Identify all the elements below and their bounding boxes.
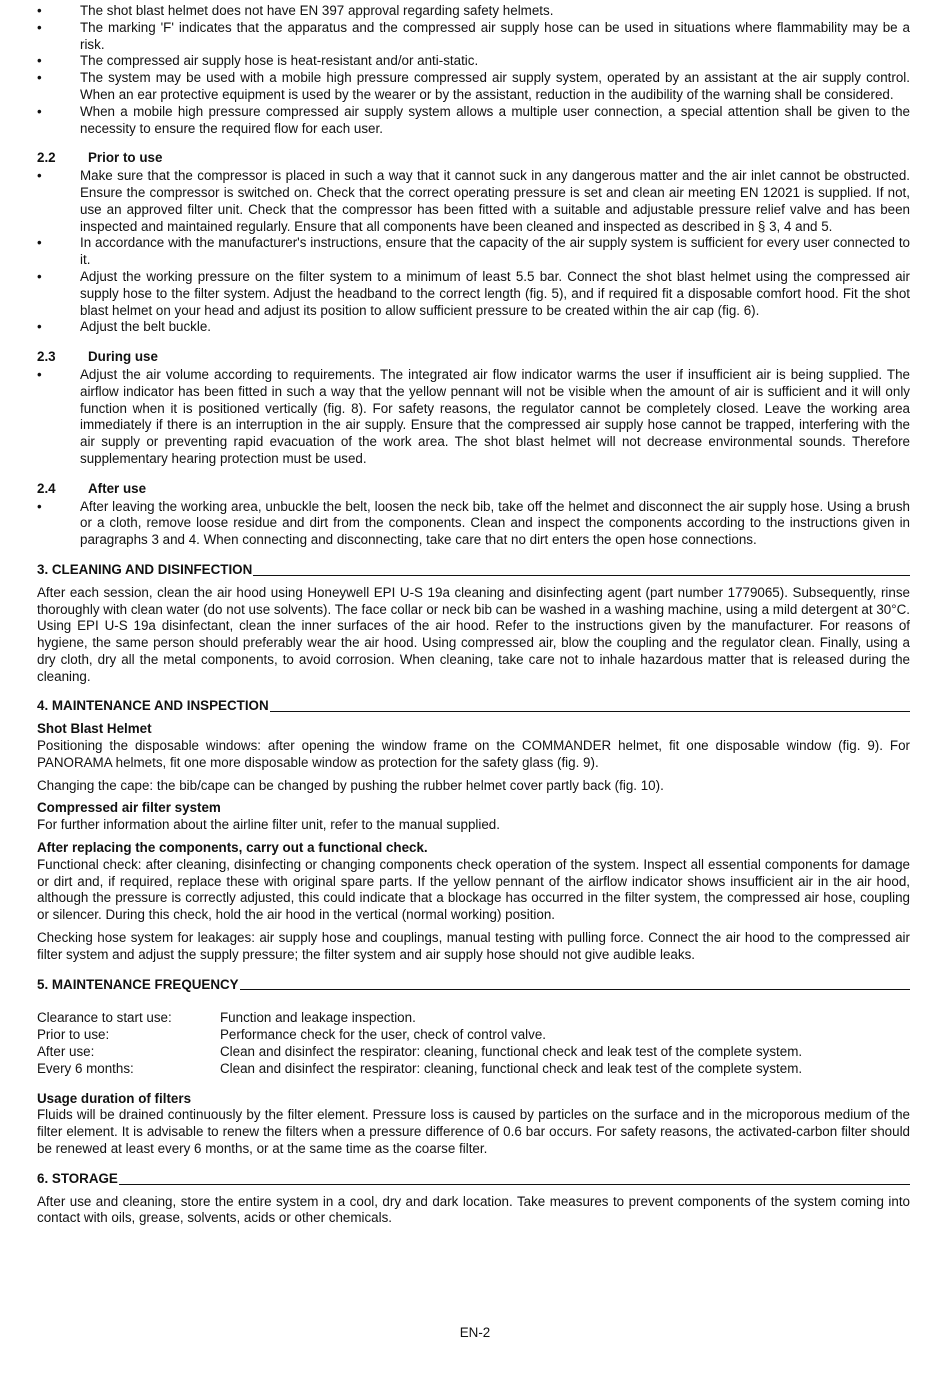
frequency-table [37, 1010, 910, 1077]
bullet-icon: • [37, 70, 42, 86]
frequency-label: Prior to use: [37, 1027, 110, 1043]
section-2-2-heading [37, 150, 910, 167]
intro-bullet-list [37, 3, 910, 137]
section-title: Prior to use [88, 150, 163, 166]
bullet-icon: • [37, 19, 42, 35]
filter-paragraph: For further information about the airline filter unit, refer to the manual supplied. [37, 817, 500, 833]
bullet-icon: • [37, 319, 42, 335]
table-row [37, 1010, 910, 1027]
section-title: 3. CLEANING AND DISINFECTION [37, 561, 253, 577]
list-item: • Make sure that the compressor is placed in such a way that it cannot suck in any dangerous matter and the air inlet cannot be obstructed. Ensure the compressor is switched on. Check that the correct operating pressure is set and clean air meeting EN 12021 is supplied. If not, use an approved filter unit. Check that the compressor has been fitted with a suitable and adjustable pressure relief valve and has been inspected and maintained regularly. Ensure that all components have been cleaned and inspected as described in § 3, 4 and 5. [37, 168, 910, 234]
bullet-icon: • [37, 498, 42, 514]
list-item: • Adjust the belt buckle. [37, 319, 212, 335]
bullet-icon: • [37, 235, 42, 251]
list-item: • In accordance with the manufacturer's instructions, ensure that the capacity of the air supply system is sufficient for every user connected to it. [37, 235, 910, 268]
heading-rule [253, 575, 910, 576]
frequency-value: Function and leakage inspection. [220, 1010, 416, 1026]
bullet-icon: • [37, 103, 42, 119]
section-2-4-heading [37, 481, 910, 498]
section-number: 2.2 [37, 150, 56, 166]
list-item: • Adjust the air volume according to requirements. The integrated air flow indicator warms the user if insufficient air is being supplied. The airflow indicator has been fitted in such a way that the yellow pennant will not be visible when the amount of air is sufficient and it will only function when it is positioned vertically (fig. 8). For safety reasons, the regulator cannot be completely closed. Leave the working area immediately if there is an interruption in the air supply. Ensure that the compressed air supply hose cannot be trapped, interfering with the air supply or preventing rapid evacuation of the work area. The shot blast helmet will not decrease environmental sounds. Therefore supplementary hearing protection must be used. [37, 366, 910, 466]
filters-duration-heading: Usage duration of filters [37, 1090, 192, 1106]
cleaning-paragraph: After each session, clean the air hood using Honeywell EPI U-S 19a cleaning and disinfecting agent (part number 1779065). Subsequently, rinse thoroughly with clean water (do not use solvents). The face collar or neck bib can be washed in a washing machine, using a mild detergent at 30°C. Using EPI U-S 19a disinfectant, clean the inner surfaces of the air hood. Refer to the instructions given by the manufacturer. For reasons of hygiene, the same person should preferably wear the air hood. Using compressed air, blow the coupling and the regulator clean. Finally, using a dry cloth, dry all the metal components, to avoid corrosion. When cleaning, take care not to inhale hazardous matter that is released during the cleaning. [37, 584, 910, 684]
section-number: 2.3 [37, 349, 56, 365]
section-5-heading [37, 977, 910, 994]
section-title: After use [88, 480, 147, 496]
section-3-heading [37, 562, 910, 579]
bullet-icon: • [37, 53, 42, 69]
during-use-list [37, 367, 910, 468]
filters-duration-paragraph: Fluids will be drained continuously by the filter element. Pressure loss is caused by particles on the surface and in the microporous medium of the filter element. It is advisable to renew the filters when a pressure difference of 0.6 bar occurs. For safety reasons, the activated-carbon filter should be renewed at least every 6 months, or at the same time as the coarse filter. [37, 1107, 910, 1157]
list-item: • The marking 'F' indicates that the apparatus and the compressed air supply hose can be used in situations where flammability may be a risk. [37, 19, 910, 52]
helmet-paragraph-2: Changing the cape: the bib/cape can be changed by pushing the rubber helmet cover partly back (fig. 10). [37, 777, 664, 793]
frequency-label: After use: [37, 1044, 95, 1060]
frequency-value: Clean and disinfect the respirator: cleaning, functional check and leak test of the complete system. [220, 1060, 803, 1076]
section-2-3-heading [37, 349, 910, 366]
list-item: • The shot blast helmet does not have EN 397 approval regarding safety helmets. [37, 3, 554, 18]
storage-paragraph: After use and cleaning, store the entire system in a cool, dry and dark location. Take measures to prevent components of the system coming into contact with oils, grease, solvents, acids or other chemicals. [37, 1193, 910, 1226]
page-number: EN-2 [459, 1325, 491, 1340]
bullet-icon: • [37, 3, 42, 18]
list-item: • When a mobile high pressure compressed air supply system allows a multiple user connection, a special attention shall be given to the necessity to ensure the required flow for each user. [37, 103, 910, 136]
heading-rule [270, 711, 910, 712]
heading-rule [240, 989, 910, 990]
list-item: • After leaving the working area, unbuckle the belt, loosen the neck bib, take off the helmet and disconnect the air supply hose. Using a brush or a cloth, remove loose residue and dirt from the components. Clean and inspect the components according to the instructions given in paragraphs 3 and 4. When connecting and disconnecting, take care that no dirt enters the open hose connections. [37, 498, 910, 548]
frequency-label: Every 6 months: [37, 1060, 134, 1076]
bullet-icon: • [37, 366, 42, 382]
list-item: • The system may be used with a mobile high pressure compressed air supply system, operated by an assistant at the air supply control. When an ear protective equipment is used by the wearer or by the assistant, reduction in the audibility of the warning shall be considered. [37, 70, 910, 102]
section-title: During use [88, 349, 158, 365]
prior-to-use-list [37, 168, 910, 336]
section-title: 6. STORAGE [37, 1170, 118, 1186]
filter-heading: Compressed air filter system [37, 800, 221, 816]
list-item: • Adjust the working pressure on the filter system to a minimum of least 5.5 bar. Connect the shot blast helmet using the compressed air supply hose to the filter system. Adjust the headband to the correct length (fig. 5), and if required fit a disposable comfort hood. Fit the shot blast helmet on your head and adjust its position to allow sufficient pressure to be created within the air cap (fig. 6). [37, 268, 910, 318]
list-item: • The compressed air supply hose is heat-resistant and/or anti-static. [37, 53, 479, 69]
section-number: 2.4 [37, 480, 56, 496]
helmet-paragraph-1: Positioning the disposable windows: after opening the window frame on the COMMANDER helmet, fit one disposable window (fig. 9). For PANORAMA helmets, fit one more disposable window as protection for the safety glass (fig. 9). [37, 738, 910, 770]
section-4-heading [37, 698, 910, 715]
frequency-value: Clean and disinfect the respirator: cleaning, functional check and leak test of the complete system. [220, 1044, 803, 1060]
after-use-list [37, 499, 910, 549]
frequency-label: Clearance to start use: [37, 1010, 172, 1026]
frequency-value: Performance check for the user, check of control valve. [220, 1027, 546, 1043]
leak-check-paragraph: Checking hose system for leakages: air supply hose and couplings, manual testing with pulling force. Connect the air hood to the compressed air filter system and adjust the supply pressure; the filter system and air supply hose should not give audible leaks. [37, 930, 910, 962]
bullet-icon: • [37, 268, 42, 284]
section-title: 5. MAINTENANCE FREQUENCY [37, 976, 239, 992]
table-row [37, 1027, 910, 1044]
functional-check-heading: After replacing the components, carry out a functional check. [37, 840, 428, 856]
functional-check-paragraph: Functional check: after cleaning, disinfecting or changing components check operation of the system. Inspect all essential components for damage or dirt and, if required, replace these with original spare parts. If the yellow pennant of the airflow indicator shows insufficient air in the air hood, although the pressure is correctly adjusted, this could indicate that a blockage has occurred in the filter system, the compressed air hose, coupling or silencer. During this check, hold the air hood in the vertical (normal working) position. [37, 856, 910, 923]
table-row [37, 1061, 910, 1078]
document-page [37, 3, 910, 1227]
section-6-heading [37, 1171, 910, 1188]
section-title: 4. MAINTENANCE AND INSPECTION [37, 698, 269, 714]
helmet-heading: Shot Blast Helmet [37, 721, 152, 737]
bullet-icon: • [37, 168, 42, 184]
table-row [37, 1044, 910, 1061]
heading-rule [119, 1184, 910, 1185]
